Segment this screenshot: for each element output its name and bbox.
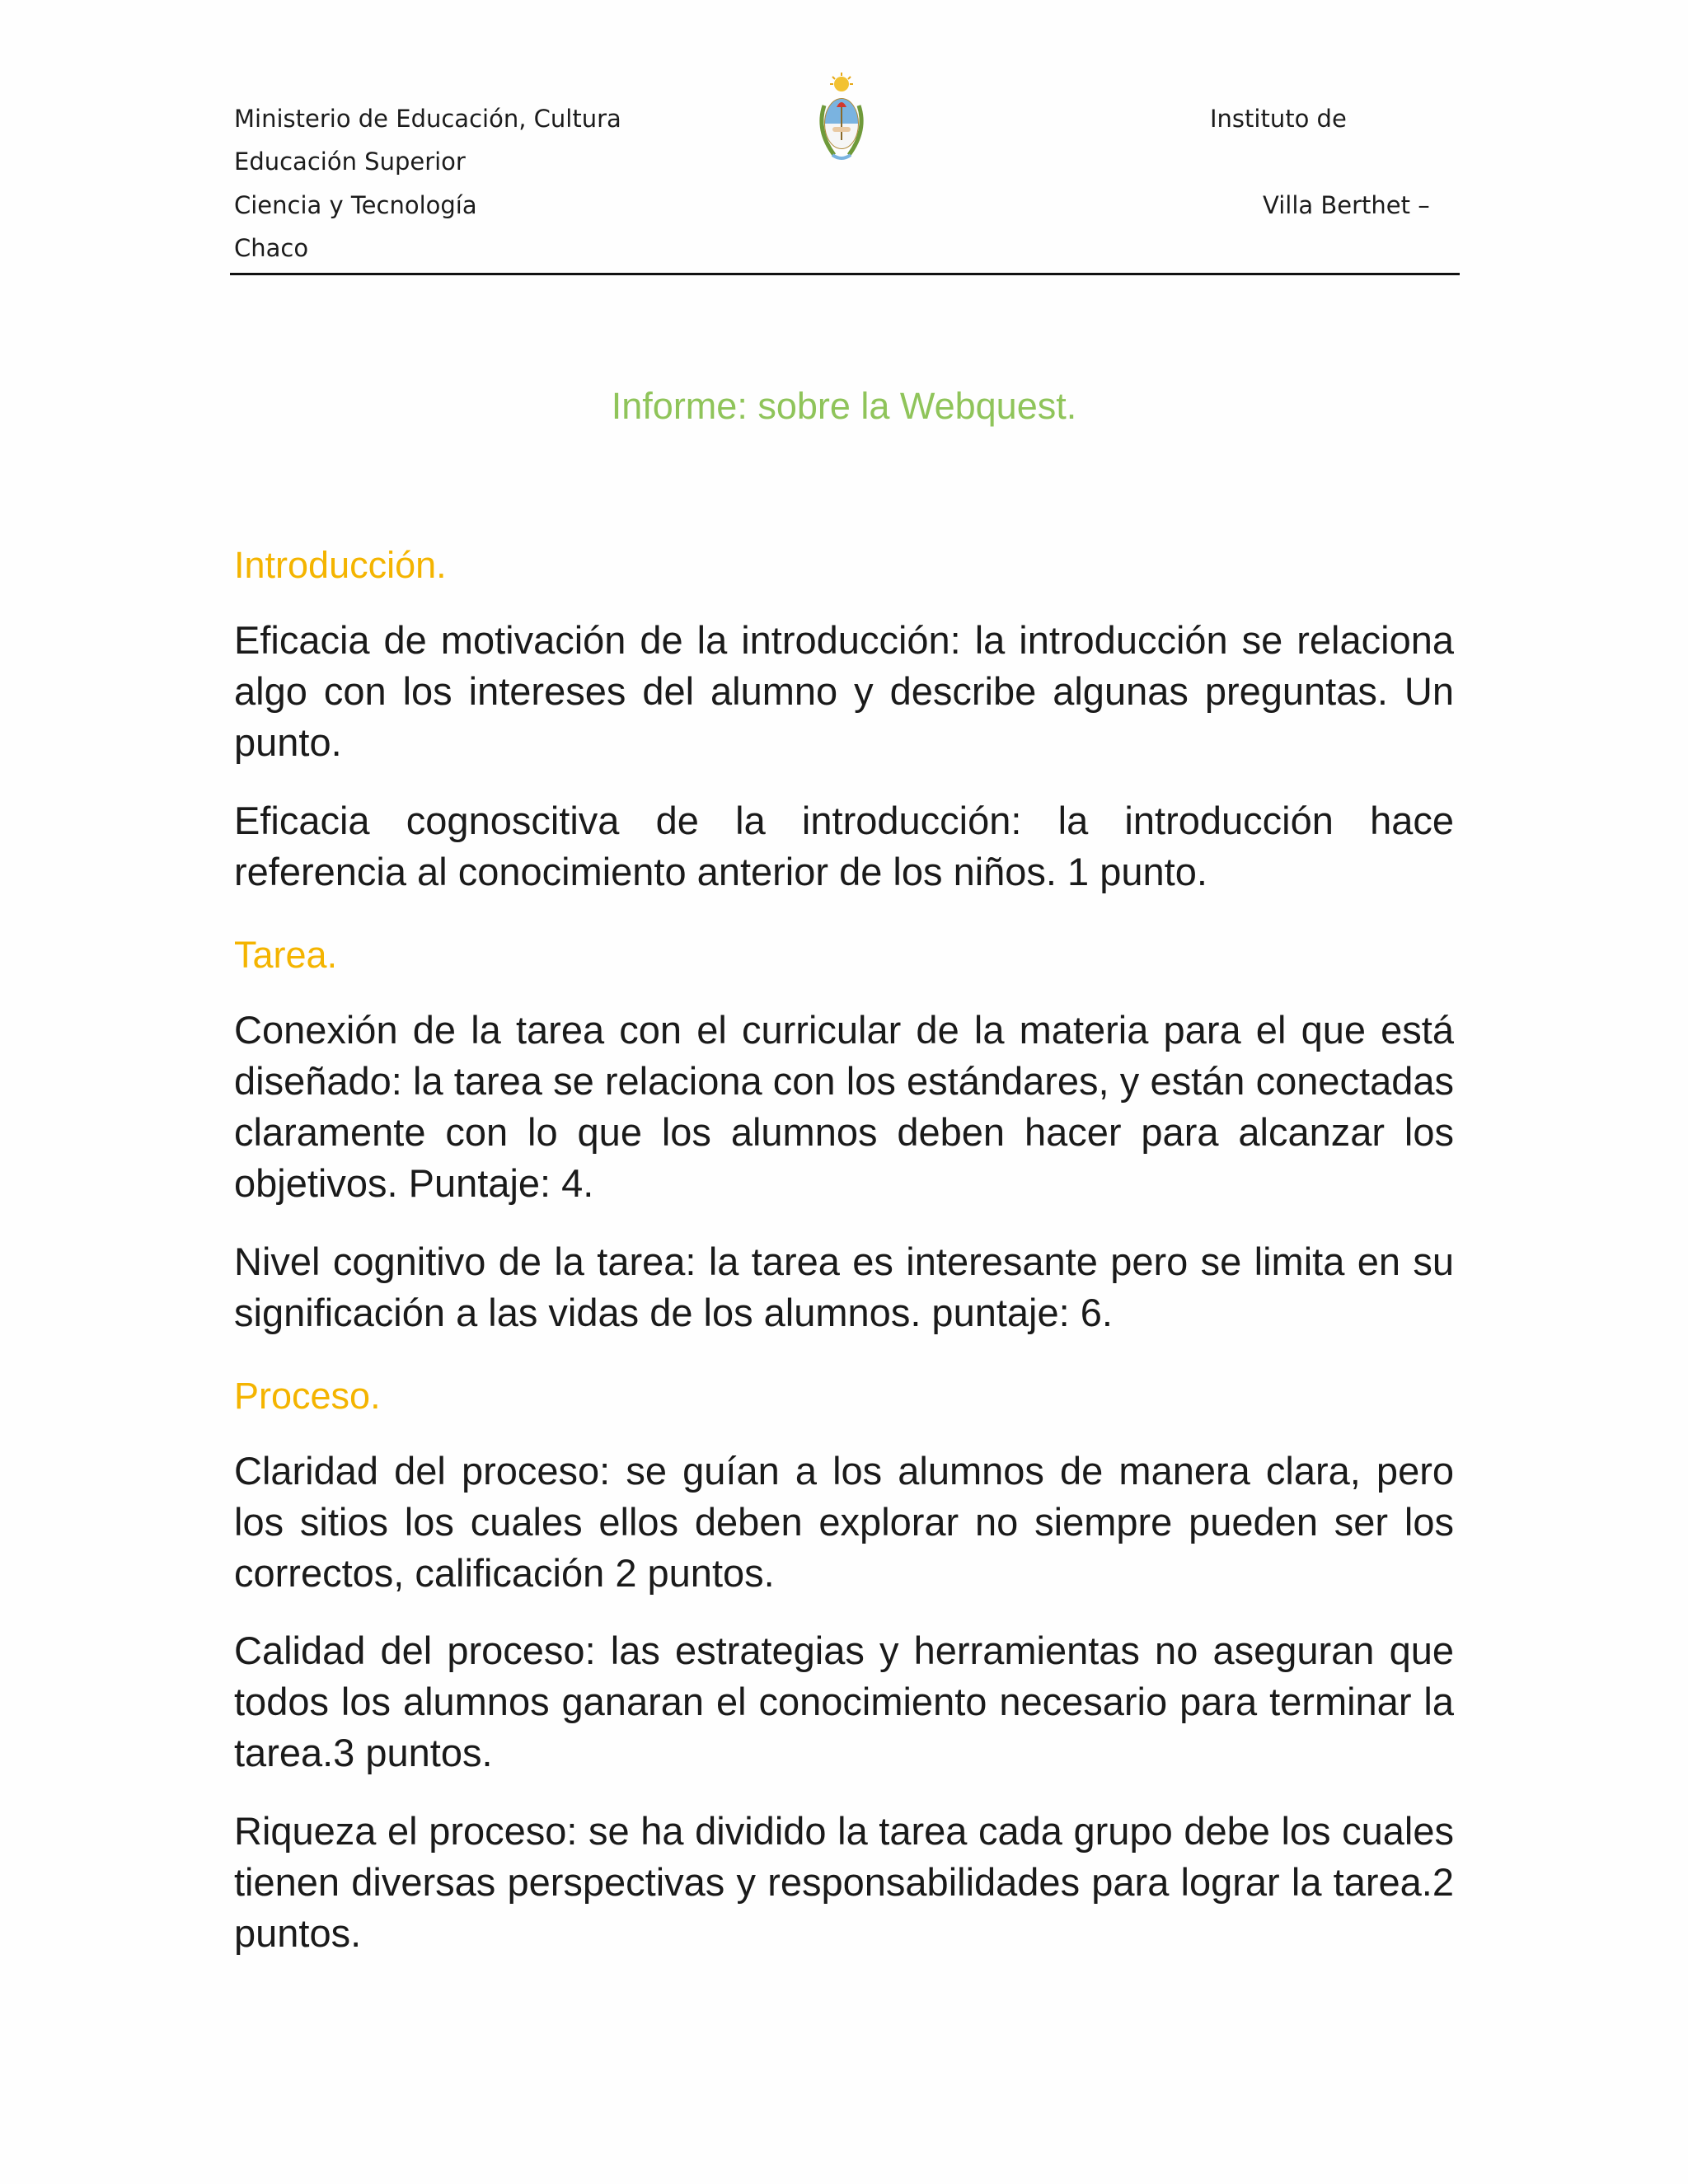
header-institute-line1: Instituto de [1210,105,1347,133]
document-title: Informe: sobre la Webquest. [611,385,1077,427]
paragraph-tarea-nivel: Nivel cognitivo de la tarea: la tarea es interesante pero se limita en su significación a las vidas de los alumnos. puntaje: 6. [234,1240,1454,1334]
section-heading-tarea: Tarea. [234,934,338,976]
section-heading-proceso: Proceso. [234,1375,381,1417]
header-divider [230,273,1460,275]
header-ministry-line2: Educación Superior [234,148,466,176]
header-institute-line2: Villa Berthet – [1263,191,1430,219]
paragraph-tarea-conexion: Conexión de la tarea con el curricular de la materia para el que está diseñado: la tarea se relaciona con los estándares, y están conectadas claramente con lo que los alumnos deben hacer para alcanzar los objetivos. Puntaje: 4. [234,1008,1454,1205]
argentina-coat-of-arms-icon [813,73,870,165]
header-ministry-line1: Ministerio de Educación, Cultura [234,105,621,133]
paragraph-intro-motivacion: Eficacia de motivación de la introducción: la introducción se relaciona algo con los intereses del alumno y describe algunas preguntas. Un punto. [234,618,1454,764]
paragraph-proceso-claridad: Claridad del proceso: se guían a los alumnos de manera clara, pero los sitios los cuales ellos deben explorar no siempre pueden ser los correctos, calificación 2 puntos. [234,1449,1454,1595]
paragraph-intro-cognoscitiva: Eficacia cognoscitiva de la introducción: la introducción hace referencia al conocimiento anterior de los niños. 1 punto. [234,799,1454,893]
header-ministry-line4: Chaco [234,234,309,262]
section-heading-introduccion: Introducción. [234,544,447,586]
paragraph-proceso-calidad: Calidad del proceso: las estrategias y herramientas no aseguran que todos los alumnos ganaran el conocimiento necesario para terminar la tarea.3 puntos. [234,1629,1454,1774]
header-ministry-line3: Ciencia y Tecnología [234,191,477,219]
paragraph-proceso-riqueza: Riqueza el proceso: se ha dividido la tarea cada grupo debe los cuales tienen diversas perspectivas y responsabilidades para lograr la tarea.2 puntos. [234,1809,1454,1955]
